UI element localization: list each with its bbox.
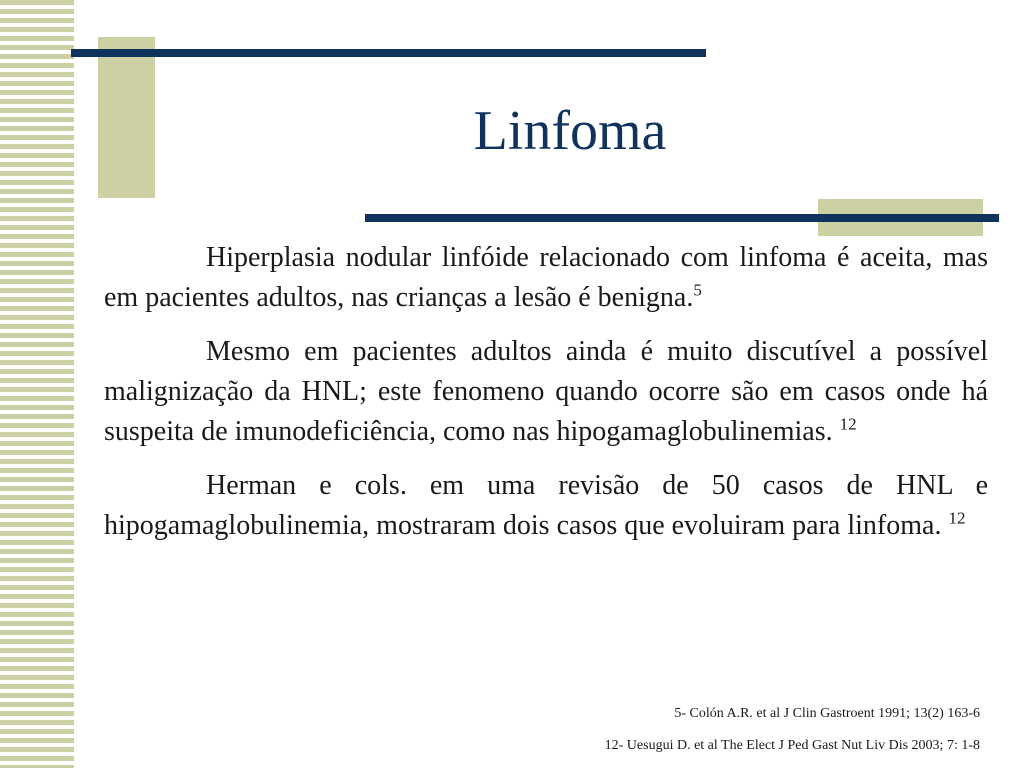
paragraph-3-text: Herman e cols. em uma revisão de 50 casos de HNL e hipogamaglobulinemia, mostraram dois casos que evoluiram para linfoma.: [104, 470, 988, 541]
paragraph-2-text: Mesmo em pacientes adultos ainda é muito discutível a possível malignização da HNL; este fenomeno quando ocorre são em casos onde há suspeita de imunodeficiência, como nas hipogamaglobulinemias.: [104, 336, 988, 447]
paragraph-1-text: Hiperplasia nodular linfóide relacionado com linfoma é aceita, mas em pacientes adultos, nas crianças a lesão é benigna.: [104, 242, 988, 313]
slide-body: [104, 238, 988, 560]
navy-rule-top: [71, 49, 706, 57]
reference-item: 12- Uesugui D. et al The Elect J Ped Gast Nut Liv Dis 2003; 7: 1-8: [604, 738, 980, 753]
slide-title: Linfoma: [473, 100, 667, 162]
navy-rule-bottom: [365, 214, 999, 222]
paragraph-1: [104, 238, 988, 318]
references-list: [605, 698, 980, 762]
striped-sidebar-decoration: [0, 0, 74, 768]
paragraph-2-citation: 12: [839, 414, 857, 434]
olive-block-top-decoration: [98, 37, 155, 198]
reference-item: 5- Colón A.R. et al J Clin Gastroent 1991; 13(2) 163-6: [674, 706, 980, 721]
paragraph-2: [104, 332, 988, 452]
paragraph-3: [104, 466, 988, 546]
paragraph-1-citation: 5: [693, 280, 702, 300]
paragraph-3-citation: 12: [948, 508, 966, 528]
